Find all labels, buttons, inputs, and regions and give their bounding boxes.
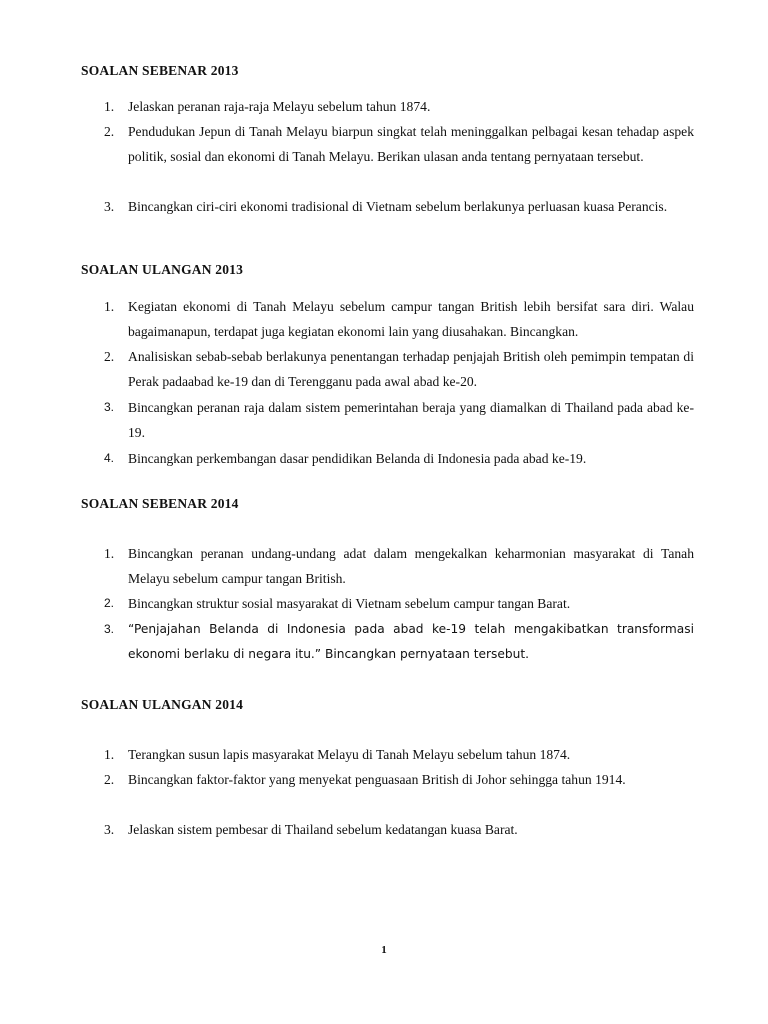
list-item: [104, 541, 694, 591]
item-text: Bincangkan faktor-faktor yang menyekat penguasaan British di Johor sehingga tahun 1914.: [128, 772, 626, 787]
item-number: 1.: [104, 546, 115, 561]
item-number: 3.: [104, 622, 115, 636]
item-text: Kegiatan ekonomi di Tanah Melayu sebelum campur tangan British lebih bersifat sara diri. Walau bagaimanapun, terdapat juga kegiatan ekonomi lain yang diusahakan. Bincangkan.: [128, 299, 694, 339]
list-item: [104, 344, 694, 394]
list-item: [104, 446, 694, 471]
item-number: 2.: [104, 596, 115, 610]
item-number: 4.: [104, 451, 115, 465]
list-item: [104, 294, 694, 344]
item-text: Bincangkan perkembangan dasar pendidikan Belanda di Indonesia pada abad ke-19.: [128, 451, 587, 466]
item-text: Pendudukan Jepun di Tanah Melayu biarpun singkat telah meninggalkan pelbagai kesan tehadap aspek politik, sosial dan ekonomi di Tanah Melayu. Berikan ulasan anda tentang pernyataan tersebut.: [128, 124, 694, 164]
item-number: 3.: [104, 400, 115, 414]
item-number: 1.: [104, 747, 115, 762]
item-number: 3.: [104, 822, 115, 837]
section-heading-ulangan-2013: SOALAN ULANGAN 2013: [81, 262, 244, 277]
section-heading-sebenar-2014: SOALAN SEBENAR 2014: [81, 496, 239, 511]
section-heading-sebenar-2013: SOALAN SEBENAR 2013: [81, 63, 239, 78]
list-item: [104, 94, 694, 119]
item-text: Bincangkan struktur sosial masyarakat di Vietnam sebelum campur tangan Barat.: [128, 596, 571, 611]
list-item: [104, 591, 694, 616]
list-item: [104, 767, 694, 792]
item-text: Jelaskan sistem pembesar di Thailand sebelum kedatangan kuasa Barat.: [128, 822, 518, 837]
section-heading-ulangan-2014: SOALAN ULANGAN 2014: [81, 697, 244, 712]
item-number: 1.: [104, 99, 115, 114]
item-text: Terangkan susun lapis masyarakat Melayu di Tanah Melayu sebelum tahun 1874.: [128, 747, 571, 762]
list-item: [104, 617, 694, 667]
item-number: 2.: [104, 349, 115, 364]
list-item: [104, 395, 694, 445]
list-item: [104, 742, 694, 767]
item-number: 3.: [104, 199, 115, 214]
item-text: Jelaskan peranan raja-raja Melayu sebelum tahun 1874.: [128, 99, 431, 114]
item-number: 1.: [104, 299, 115, 314]
item-text: Bincangkan peranan undang-undang adat dalam mengekalkan keharmonian masyarakat di Tanah Melayu sebelum campur tangan British.: [128, 546, 694, 586]
item-number: 2.: [104, 124, 115, 139]
page-number: 1: [381, 944, 387, 956]
item-number: 2.: [104, 772, 115, 787]
item-text: Analisiskan sebab-sebab berlakunya penentangan terhadap penjajah British oleh pemimpin tempatan di Perak padaabad ke-19 dan di Terengganu pada awal abad ke-20.: [128, 349, 694, 389]
list-item: [104, 817, 694, 842]
item-text: “Penjajahan Belanda di Indonesia pada abad ke-19 telah mengakibatkan transformasi ekonomi berlaku di negara itu.” Bincangkan pernyataan tersebut.: [128, 622, 694, 661]
item-text: Bincangkan ciri-ciri ekonomi tradisional di Vietnam sebelum berlakunya perluasan kuasa Perancis.: [128, 199, 668, 214]
list-item: [104, 119, 694, 169]
item-text: Bincangkan peranan raja dalam sistem pemerintahan beraja yang diamalkan di Thailand pada abad ke-19.: [128, 400, 694, 440]
list-item: [104, 194, 694, 219]
